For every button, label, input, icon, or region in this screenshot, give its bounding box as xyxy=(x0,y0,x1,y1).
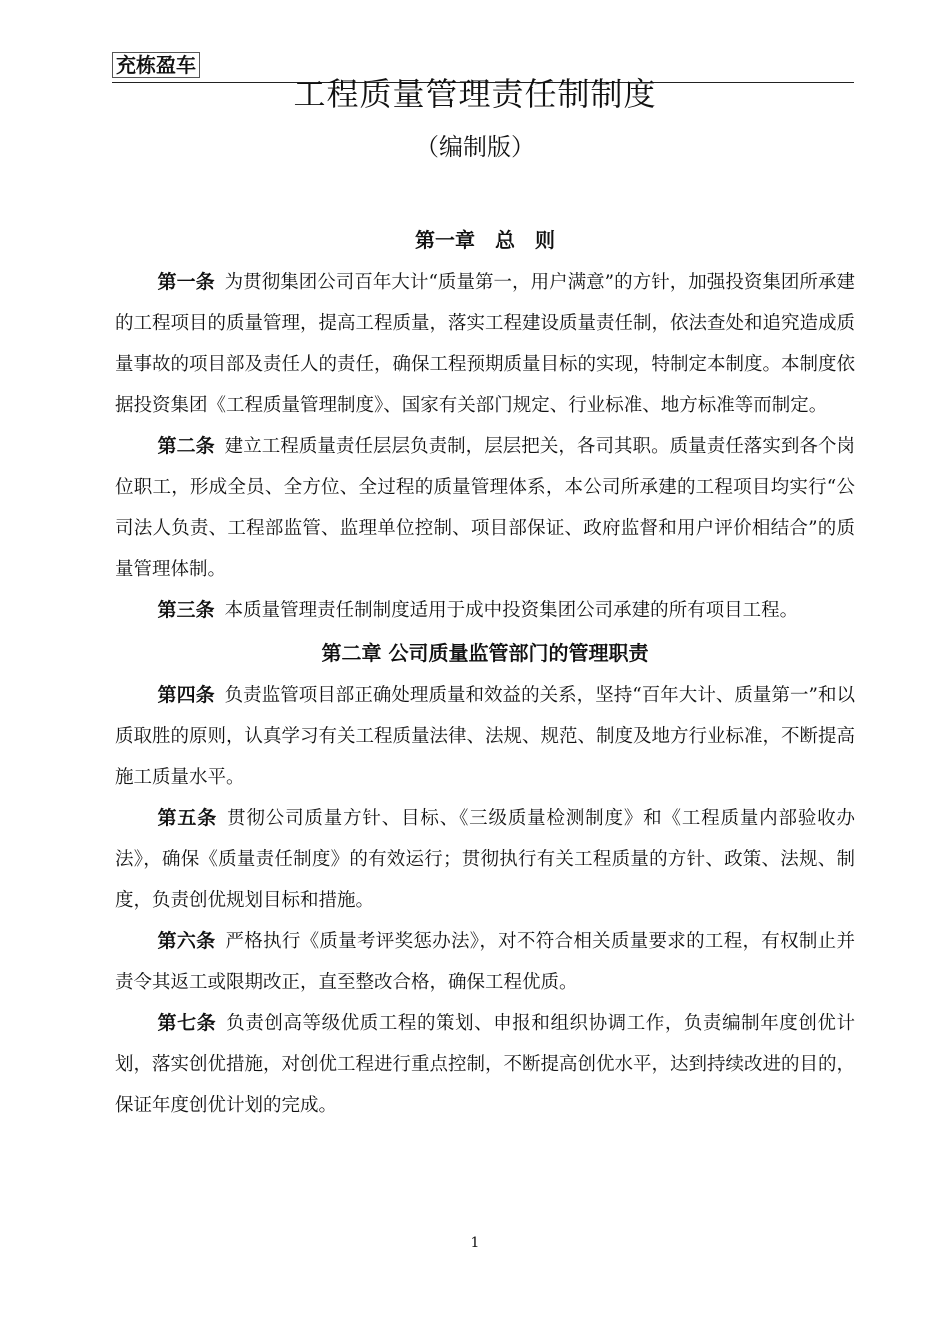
article-4 xyxy=(115,675,855,798)
article-label: 第五条 xyxy=(157,807,218,829)
article-6 xyxy=(115,921,855,1003)
chapter-1-heading: 第一章 总 则 xyxy=(415,228,555,252)
article-text: 建立工程质量责任层层负责制，层层把关，各司其职。质量责任落实到各个岗位职工，形成全员、全方位、全过程的质量管理体系，本公司所承建的工程项目均实行“公司法人负责、工程部监管、监理单位控制、项目部保证、政府监督和用户评价相结合”的质量管理体制。 xyxy=(115,436,855,580)
article-text: 负责监管项目部正确处理质量和效益的关系，坚持“百年大计、质量第一”和以质取胜的原则，认真学习有关工程质量法律、法规、规范、制度及地方行业标准，不断提高施工质量水平。 xyxy=(115,685,856,788)
article-label: 第七条 xyxy=(157,1012,217,1034)
article-3 xyxy=(115,590,855,631)
article-7 xyxy=(115,1003,855,1126)
article-label: 第二条 xyxy=(157,435,215,457)
article-5 xyxy=(115,798,855,921)
document-title: 工程质量管理责任制制度 xyxy=(293,75,657,113)
article-1 xyxy=(115,262,855,426)
article-text: 负责创高等级优质工程的策划、申报和组织协调工作，负责编制年度创优计划，落实创优措施，对创优工程进行重点控制，不断提高创优水平，达到持续改进的目的，保证年度创优计划的完成。 xyxy=(115,1013,856,1116)
article-label: 第三条 xyxy=(157,599,215,621)
article-text: 为贯彻集团公司百年大计“质量第一，用户满意”的方针，加强投资集团所承建的工程项目的质量管理，提高工程质量，落实工程建设质量责任制，依法查处和追究造成质量事故的项目部及责任人的责任，确保工程预期质量目标的实现，特制定本制度。本制度依据投资集团《工程质量管理制度》、国家有关部门规定、行业标准、地方标准等而制定。 xyxy=(115,272,856,416)
article-label: 第六条 xyxy=(157,930,216,952)
article-text: 贯彻公司质量方针、目标、《三级质量检测制度》和《工程质量内部验收办法》，确保《质量责任制度》的有效运行；贯彻执行有关工程质量的方针、政策、法规、制度，负责创优规划目标和措施。 xyxy=(115,808,855,911)
document-subtitle: （编制版） xyxy=(415,133,535,161)
article-label: 第四条 xyxy=(157,684,215,706)
header-tag: 充栋盈车 xyxy=(112,52,200,78)
page-number: 1 xyxy=(470,1235,480,1251)
chapter-2-heading: 第二章 公司质量监管部门的管理职责 xyxy=(321,641,649,665)
article-text: 严格执行《质量考评奖惩办法》，对不符合相关质量要求的工程，有权制止并责令其返工或限期改正，直至整改合格，确保工程优质。 xyxy=(115,931,855,993)
article-text: 本质量管理责任制制度适用于成中投资集团公司承建的所有项目工程。 xyxy=(224,600,799,621)
article-2 xyxy=(115,426,855,590)
document-body xyxy=(115,218,855,1126)
article-label: 第一条 xyxy=(157,271,215,293)
